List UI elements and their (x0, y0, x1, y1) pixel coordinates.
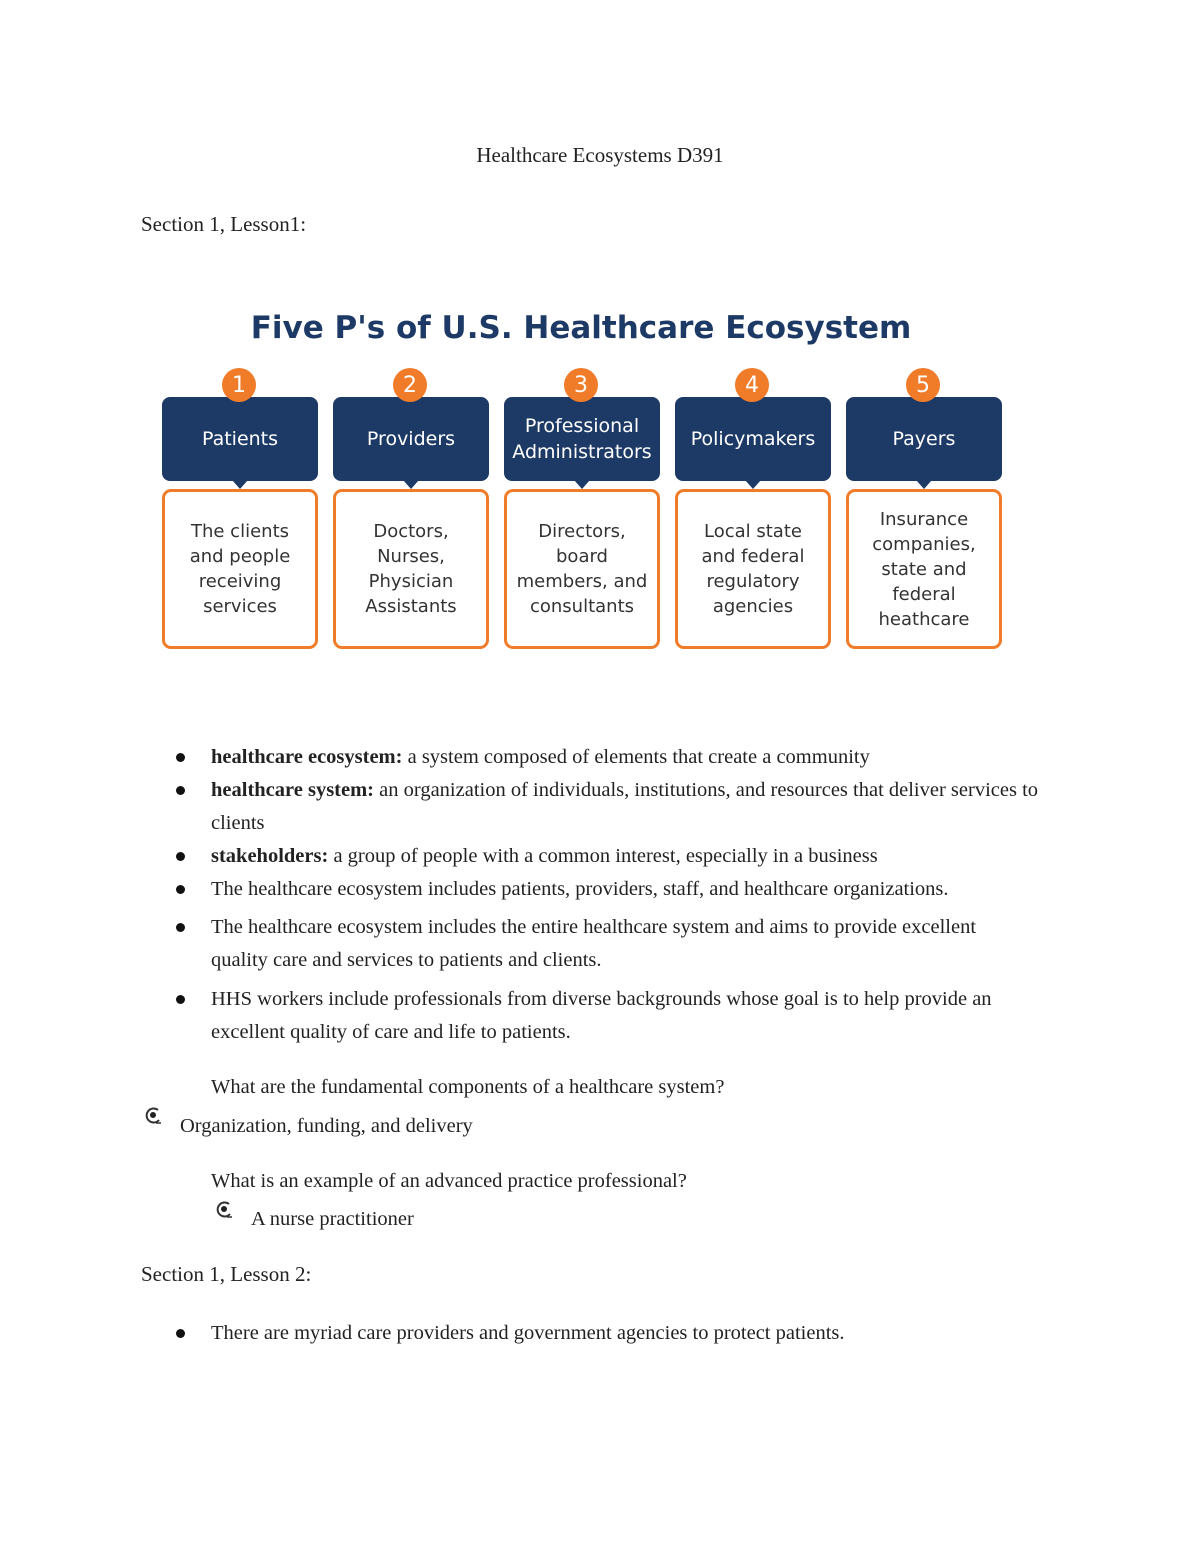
five-ps-figure (0, 300, 1200, 660)
p-description: The clients and people receiving services (162, 489, 318, 649)
bullet-icon (176, 885, 185, 894)
p-column-5 (846, 300, 1002, 660)
number-badge: 4 (735, 368, 769, 402)
term: healthcare ecosystem: (211, 746, 403, 768)
definition: a group of people with a common interest, especially in a business (328, 845, 878, 867)
number-badge: 1 (222, 368, 256, 402)
bullet-text: HHS workers include professionals from diverse backgrounds whose goal is to help provide an excellent quality of care and life to patients. (211, 988, 992, 1043)
number-badge: 5 (906, 368, 940, 402)
p-header: Policymakers (675, 397, 831, 481)
number-badge: 2 (393, 368, 427, 402)
question-2: What is an example of an advanced practice professional? (211, 1170, 687, 1192)
bullet-text: The healthcare ecosystem includes the entire healthcare system and aims to provide excellent quality care and services to patients and clients. (211, 916, 977, 971)
p-description: Doctors, Nurses, Physician Assistants (333, 489, 489, 649)
p-header: Professional Administrators (504, 397, 660, 481)
p-header: Providers (333, 397, 489, 481)
checked-radio-icon (144, 1106, 164, 1126)
section-heading-lesson-2: Section 1, Lesson 2: (141, 1262, 312, 1286)
list-item (211, 1317, 1071, 1350)
term: stakeholders: (211, 845, 329, 867)
p-column-1 (162, 300, 318, 660)
list-item (211, 840, 1071, 873)
definition: an organization of individuals, institutions, and resources that deliver services to clients (211, 779, 1039, 834)
question-1: What are the fundamental components of a healthcare system? (211, 1076, 725, 1098)
term: healthcare system: (211, 779, 375, 801)
list-item (211, 741, 1071, 774)
section-heading-lesson-1: Section 1, Lesson1: (141, 212, 307, 236)
answer-1: Organization, funding, and delivery (180, 1115, 473, 1137)
bullet-text: There are myriad care providers and government agencies to protect patients. (211, 1322, 845, 1344)
bullet-icon (176, 995, 185, 1004)
p-description: Insurance companies, state and federal heathcare (846, 489, 1002, 649)
list-item (211, 873, 1071, 906)
list-item (211, 983, 1011, 1049)
bullet-text: The healthcare ecosystem includes patients, providers, staff, and healthcare organizations. (211, 878, 949, 900)
p-header: Payers (846, 397, 1002, 481)
definition: a system composed of elements that create a community (402, 746, 870, 768)
bullet-icon (176, 852, 185, 861)
list-item (211, 774, 1071, 840)
list-item (211, 911, 1011, 977)
answer-2: A nurse practitioner (251, 1208, 414, 1230)
p-column-4 (675, 300, 831, 660)
number-badge: 3 (564, 368, 598, 402)
p-description: Local state and federal regulatory agencies (675, 489, 831, 649)
p-column-2 (333, 300, 489, 660)
p-column-3 (504, 300, 660, 660)
p-header: Patients (162, 397, 318, 481)
p-description: Directors, board members, and consultants (504, 489, 660, 649)
document-title: Healthcare Ecosystems D391 (476, 143, 724, 167)
figure-title: Five P's of U.S. Healthcare Ecosystem (250, 310, 912, 346)
bullet-icon (176, 753, 185, 762)
bullet-icon (176, 1329, 185, 1338)
checked-radio-icon (215, 1200, 235, 1220)
bullet-icon (176, 923, 185, 932)
bullet-icon (176, 786, 185, 795)
